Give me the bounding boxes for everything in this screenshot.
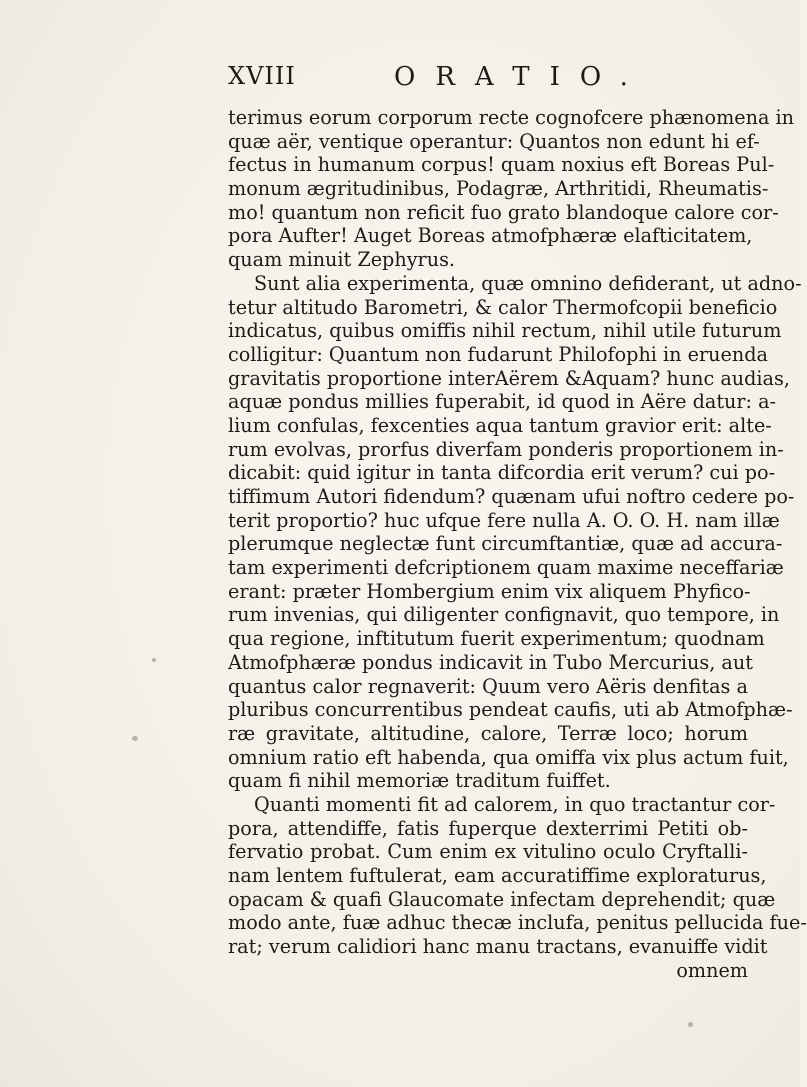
text-line: tam experimenti defcriptionem quam maxime neceffariæ (228, 556, 784, 580)
paper-speck (688, 1022, 693, 1027)
text-line: pluribus concurrentibus pendeat caufis, uti ab Atmofphæ- (228, 698, 793, 722)
text-line: plerumque neglectæ funt circumftantiæ, quæ ad accura- (228, 532, 783, 556)
text-line: terimus eorum corporum recte cognofcere phænomena in (228, 106, 795, 129)
text-line: quam minuit Zephyrus. (228, 248, 456, 272)
text-line: dicabit: quid igitur in tanta difcordia erit verum? cui po- (228, 461, 776, 485)
text-line: Quanti momenti fit ad calorem, in quo tractantur cor- (254, 792, 776, 816)
catchword: omnem (676, 958, 748, 982)
text-line: fervatio probat. Cum enim ex vitulino oculo Cryftalli- (228, 840, 748, 864)
page-header (228, 62, 748, 102)
text-line: quam fi nihil memoriæ traditum fuiffet. (228, 769, 611, 793)
text-line: rat; verum calidiori hanc manu tractans, evanuiffe vidit (228, 935, 768, 959)
text-line: terit proportio? huc ufque fere nulla A. O. O. H. nam illæ (228, 508, 780, 532)
text-line: gravitatis proportione interAërem &Aquam? hunc audias, (228, 366, 790, 390)
text-line: omnium ratio eft habenda, qua omiffa vix plus actum fuit, (228, 745, 789, 769)
text-line: tetur altitudo Barometri, & calor Thermofcopii beneficio (228, 295, 778, 319)
text-line: indicatus, quibus omiffis nihil rectum, nihil utile futurum (228, 319, 782, 343)
text-line: quantus calor regnaverit: Quum vero Aëris denfitas a (228, 674, 748, 698)
text-line: rum invenias, qui diligenter confignavit, quo tempore, in (228, 603, 780, 627)
text-line: quæ aër, ventique operantur: Quantos non edunt hi ef- (228, 129, 760, 153)
text-line: aquæ pondus millies fuperabit, id quod in Aëre datur: a- (228, 390, 777, 414)
text-line: modo ante, fuæ adhuc thecæ inclufa, penitus pellucida fue- (228, 911, 807, 935)
running-title: ORATIO. (394, 62, 648, 92)
text-line: erant: præter Hombergium enim vix aliquem Phyfico- (228, 579, 751, 603)
text-line: monum ægritudinibus, Podagræ, Arthritidi, Rheumatis- (228, 177, 769, 201)
page-number: XVIII (228, 62, 296, 90)
text-line: rum evolvas, prorfus diverfam ponderis proportionem in- (228, 437, 784, 461)
text-line: Sunt alia experimenta, quæ omnino defiderant, ut adno- (254, 271, 802, 295)
text-line: pora, attendiffe, fatis fuperque dexterrimi Petiti ob- (228, 816, 748, 840)
text-line: lium confulas, fexcenties aqua tantum gravior erit: alte- (228, 413, 772, 437)
text-line: qua regione, inftitutum fuerit experimentum; quodnam (228, 627, 765, 651)
text-line: colligitur: Quantum non fudarunt Philofophi in eruenda (228, 342, 768, 366)
text-line: pora Aufter! Auget Boreas atmofphæræ elafticitatem, (228, 224, 753, 248)
text-line: opacam & quafi Glaucomate infectam deprehendit; quæ (228, 887, 776, 911)
text-line: nam lentem fuftulerat, eam accuratiffime exploraturus, (228, 864, 767, 887)
text-line: tiffimum Autori fidendum? quænam ufui noftro cedere po- (228, 485, 795, 508)
paper-speck (132, 736, 138, 741)
text-line: ræ gravitate, altitudine, calore, Terræ loco; horum (228, 721, 748, 745)
text-line: fectus in humanum corpus! quam noxius eft Boreas Pul- (228, 153, 775, 177)
text-line: mo! quantum non reficit fuo grato blandoque calore cor- (228, 200, 779, 224)
body-text (228, 106, 807, 982)
paper-speck (152, 658, 156, 662)
text-line: Atmofphæræ pondus indicavit in Tubo Mercurius, aut (228, 650, 753, 674)
